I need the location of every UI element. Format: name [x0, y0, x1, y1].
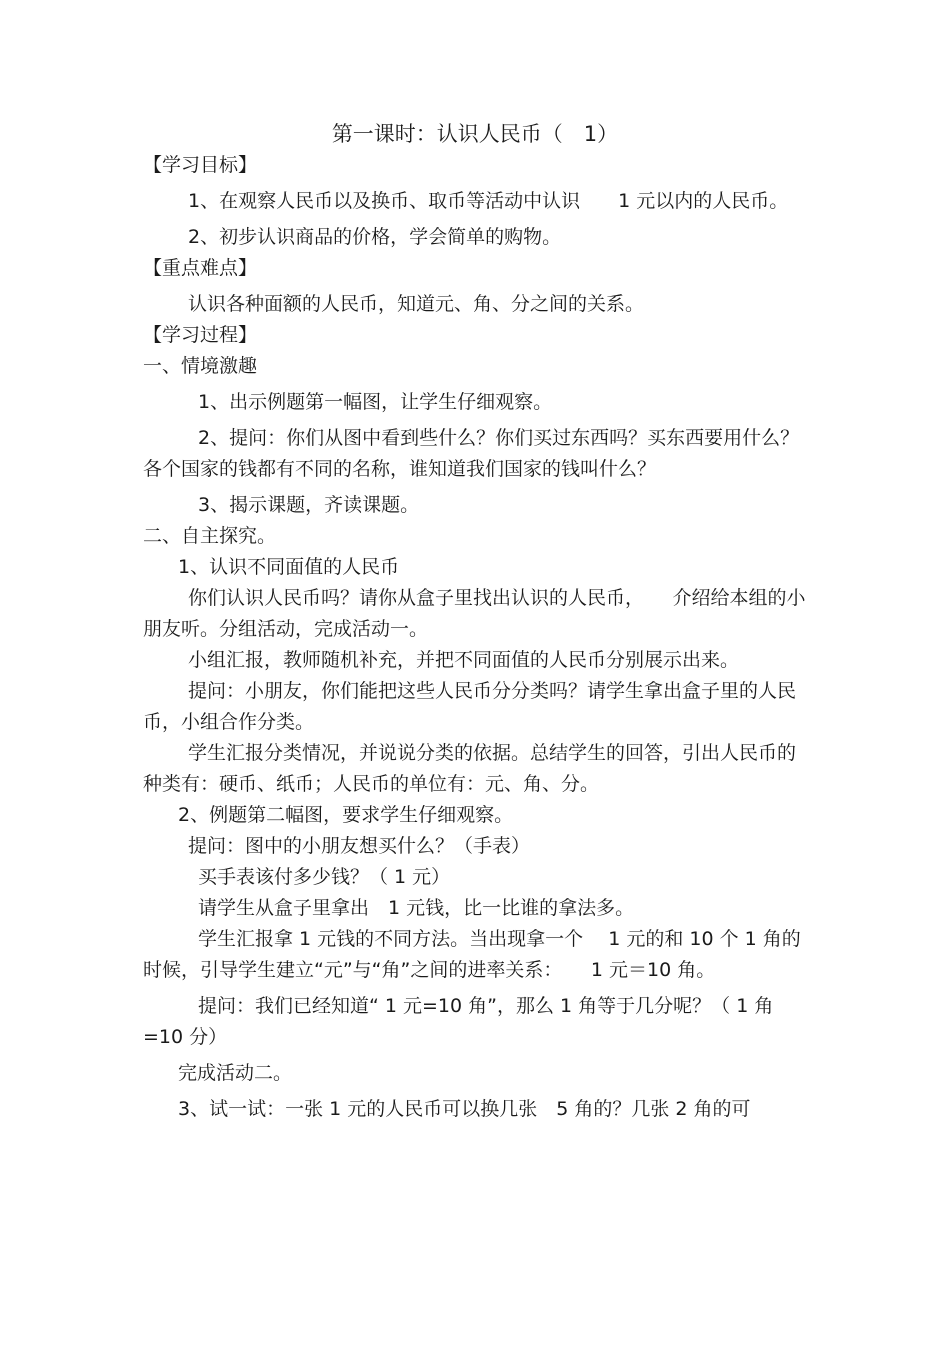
- section-heading-process: 【学习过程】: [143, 324, 258, 346]
- paragraph: 认识各种面额的人民币，知道元、角、分之间的关系。: [188, 293, 645, 315]
- paragraph: 2、提问：你们从图中看到些什么？你们买过东西吗？买东西要用什么？各个国家的钱都有不同的名称，谁知道我们国家的钱叫什么？: [143, 427, 800, 480]
- paragraph: 1、在观察人民币以及换币、取币等活动中认识 1 元以内的人民币。: [188, 190, 789, 212]
- subsection-heading: 一、情境激趣: [143, 355, 258, 377]
- paragraph: 小组汇报，教师随机补充，并把不同面值的人民币分别展示出来。: [188, 649, 740, 671]
- section-heading-key-points: 【重点难点】: [143, 257, 258, 279]
- paragraph: 3、揭示课题，齐读课题。: [198, 494, 420, 516]
- paragraph: 你们认识人民币吗？请你从盒子里找出认识的人民币， 介绍给本组的小朋友听。分组活动，完成活动一。: [143, 587, 806, 640]
- document-body: [143, 150, 808, 1125]
- paragraph: 提问：我们已经知道“ 1 元=10 角”，那么 1 角等于几分呢？（ 1 角=10 分）: [143, 995, 774, 1048]
- paragraph: 2、例题第二幅图，要求学生仔细观察。: [178, 804, 514, 826]
- paragraph: 学生汇报拿 1 元钱的不同方法。当出现拿一个 1 元的和 10 个 1 角的时候，引导学生建立“元”与“角”之间的进率关系： 1 元＝10 角。: [143, 928, 801, 981]
- paragraph: 请学生从盒子里拿出 1 元钱，比一比谁的拿法多。: [198, 897, 635, 919]
- paragraph: 1、认识不同面值的人民币: [178, 556, 400, 578]
- paragraph: 学生汇报分类情况，并说说分类的依据。总结学生的回答，引出人民币的种类有：硬币、纸币；人民币的单位有：元、角、分。: [143, 742, 797, 795]
- subsection-heading: 二、自主探究。: [143, 525, 277, 547]
- page-title: 第一课时：认识人民币（ 1）: [331, 122, 619, 146]
- section-heading-goals: 【学习目标】: [143, 154, 258, 176]
- paragraph: 买手表该付多少钱？（ 1 元）: [198, 866, 451, 888]
- paragraph: 提问：图中的小朋友想买什么？（手表）: [188, 835, 531, 857]
- paragraph: 3、试一试：一张 1 元的人民币可以换几张 5 角的？几张 2 角的可: [178, 1098, 751, 1120]
- paragraph: 提问：小朋友，你们能把这些人民币分分类吗？请学生拿出盒子里的人民币，小组合作分类。: [143, 680, 797, 733]
- paragraph: 完成活动二。: [178, 1062, 293, 1084]
- paragraph: 2、初步认识商品的价格，学会简单的购物。: [188, 226, 562, 248]
- paragraph: 1、出示例题第一幅图，让学生仔细观察。: [198, 391, 553, 413]
